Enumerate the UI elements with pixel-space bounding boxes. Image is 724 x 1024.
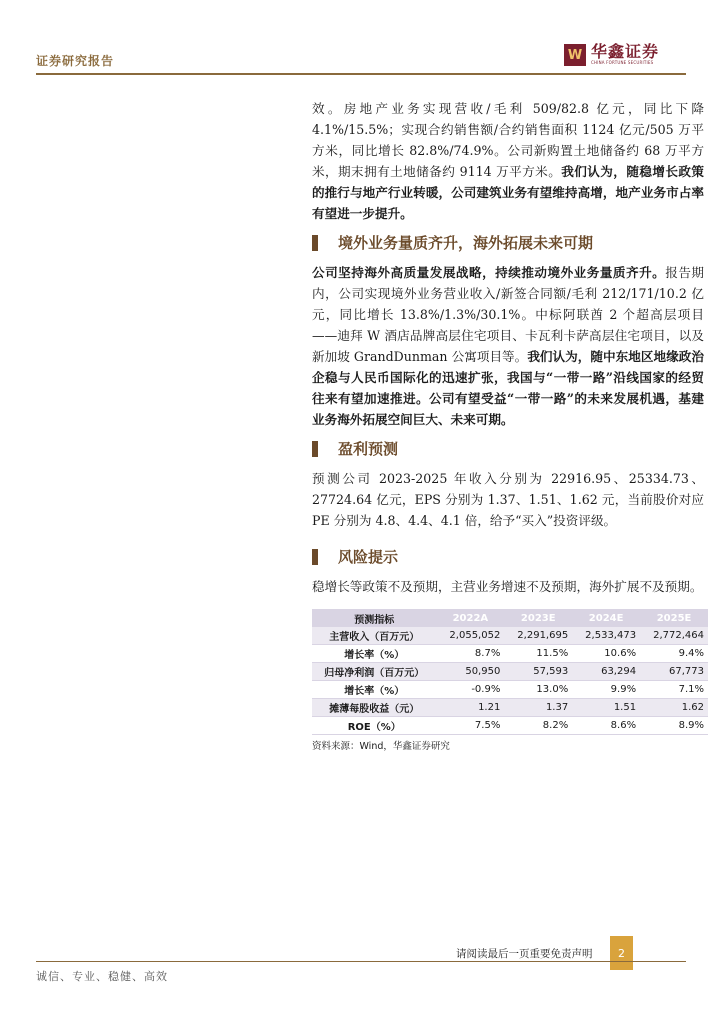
page-number: 2 [610,936,633,970]
table-row [312,699,708,717]
table-cell: 增长率（%） [312,645,436,663]
table-cell: 2,291,695 [504,627,572,645]
table-cell: 7.1% [640,681,708,699]
table-header-cell: 2023E [504,609,572,627]
section-heading-overseas [312,231,704,255]
table-header-cell: 2024E [572,609,640,627]
table-cell: 归母净利润（百万元） [312,663,436,681]
overseas-paragraph: 公司坚持海外高质量发展战略，持续推动境外业务量质齐升。报告期内，公司实现境外业务营业收入/新签合同额/毛利 212/171/10.2 亿元，同比增长 13.8%/1.3%/30.1%。中标阿联酋 2 个超高层项目——迪拜 W 酒店品牌高层住宅项目、卡瓦利卡萨高层住宅项目，以及新加坡 GrandDunman 公寓项目等。我们认为，随中东地区地缘政治企稳与人民币国际化的迅速扩张，我国与“一带一路”沿线国家的经贸往来有望加速推进。公司有望受益“一带一路”的未来发展机遇，基建业务海外拓展空间巨大、未来可期。 [312,265,705,427]
table-cell: 1.21 [436,699,504,717]
table-cell: 7.5% [436,717,504,735]
table-cell: -0.9% [436,681,504,699]
section-marker-icon [312,441,318,457]
table-header-cell: 2022A [436,609,504,627]
logo-chinese-name: 华鑫证券 [591,42,660,61]
section-marker-icon [312,549,318,565]
section-title: 境外业务量质齐升，海外拓展未来可期 [338,234,594,252]
table-row [312,663,708,681]
table-cell: 67,773 [640,663,708,681]
section-title: 风险提示 [338,548,399,566]
table-cell: 13.0% [504,681,572,699]
section-heading-forecast [312,437,704,461]
section-heading-risk [312,545,704,569]
table-cell: ROE（%） [312,717,436,735]
table-cell: 2,055,052 [436,627,504,645]
logo-english-name: CHINA FORTUNE SECURITIES [591,60,654,65]
report-type-label: 证券研究报告 [36,54,115,68]
section-title: 盈利预测 [338,440,399,458]
table-cell: 1.37 [504,699,572,717]
footer-divider [36,961,686,962]
table-header-cell: 2025E [640,609,708,627]
table-cell: 2,533,473 [572,627,640,645]
table-cell: 11.5% [504,645,572,663]
table-header-row [312,609,708,627]
table-cell: 57,593 [504,663,572,681]
section-marker-icon [312,235,318,251]
logo-mark-icon: W [564,44,586,66]
table-cell: 主营收入（百万元） [312,627,436,645]
table-cell: 摊薄每股收益（元） [312,699,436,717]
table-row [312,681,708,699]
forecast-table [312,609,708,735]
table-cell: 10.6% [572,645,640,663]
company-logo [564,44,659,66]
intro-paragraph: 效。房地产业务实现营收/毛利 509/82.8 亿元，同比下降 4.1%/15.5%；实现合约销售额/合约销售面积 1124 亿元/505 万平方米，同比增长 82.8%/74.9%。公司新购置土地储备约 68 万平方米，期末拥有土地储备约 9114 万平方米。我们认为，随稳增长政策的推行与地产行业转暖，公司建筑业务有望维持高增，地产业务市占率有望进一步提升。 [312,101,705,221]
table-cell: 8.6% [572,717,640,735]
table-row [312,717,708,735]
table-cell: 8.2% [504,717,572,735]
table-cell: 1.62 [640,699,708,717]
risk-paragraph: 稳增长等政策不及预期，主营业务增速不及预期，海外扩展不及预期。 [312,579,703,594]
table-cell: 8.9% [640,717,708,735]
table-cell: 2,772,464 [640,627,708,645]
table-cell: 9.4% [640,645,708,663]
table-cell: 增长率（%） [312,681,436,699]
disclaimer-note: 请阅读最后一页重要免责声明 [456,948,593,960]
table-header-cell: 预测指标 [312,609,436,627]
table-cell: 1.51 [572,699,640,717]
table-cell: 8.7% [436,645,504,663]
table-row [312,627,708,645]
table-source-note: 资料来源：Wind，华鑫证券研究 [312,741,450,752]
table-cell: 9.9% [572,681,640,699]
table-cell: 63,294 [572,663,640,681]
main-content [312,98,704,752]
header-divider [36,73,686,75]
table-row [312,645,708,663]
table-cell: 50,950 [436,663,504,681]
company-motto: 诚信、专业、稳健、高效 [36,970,168,983]
forecast-paragraph: 预测公司 2023-2025 年收入分别为 22916.95、25334.73、27724.64 亿元，EPS 分别为 1.37、1.51、1.62 元，当前股价对应 PE 分别为 4.8、4.4、4.1 倍，给予“买入”投资评级。 [312,471,704,528]
